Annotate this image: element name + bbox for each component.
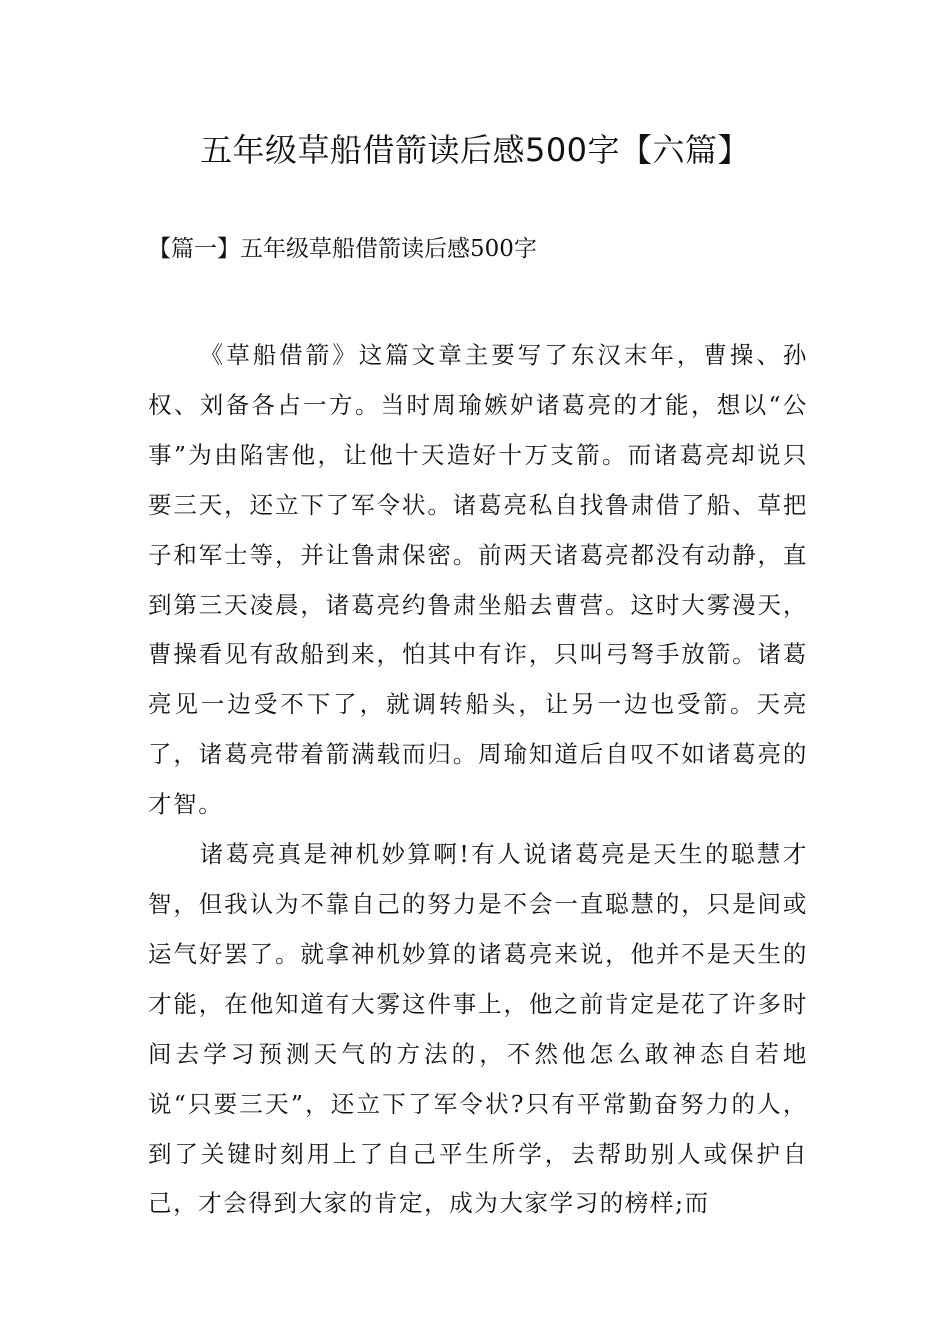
article-body bbox=[148, 331, 808, 1229]
paragraph-2: 诸葛亮真是神机妙算啊!有人说诸葛亮是天生的聪慧才智，但我认为不靠自己的努力是不会一直聪慧的，只是间或运气好罢了。就拿神机妙算的诸葛亮来说，他并不是天生的才能，在他知道有大雾这件事上，他之前肯定是花了许多时间去学习预测天气的方法的，不然他怎么敢神态自若地说“只要三天”，还立下了军令状?只有平常勤奋努力的人，到了关键时刻用上了自己平生所学，去帮助别人或保护自己，才会得到大家的肯定，成为大家学习的榜样;而 bbox=[148, 840, 808, 1218]
paragraph-1: 《草船借箭》这篇文章主要写了东汉末年，曹操、孙权、刘备各占一方。当时周瑜嫉妒诸葛亮的才能，想以“公事”为由陷害他，让他十天造好十万支箭。而诸葛亮却说只要三天，还立下了军令状。诸葛亮私自找鲁肃借了船、草把子和军士等，并让鲁肃保密。前两天诸葛亮都没有动静，直到第三天凌晨，诸葛亮约鲁肃坐船去曹营。这时大雾漫天，曹操看见有敌船到来，怕其中有诈，只叫弓弩手放箭。诸葛亮见一边受不下了，就调转船头，让另一边也受箭。天亮了，诸葛亮带着箭满载而归。周瑜知道后自叹不如诸葛亮的才智。 bbox=[148, 341, 808, 819]
document-title: 五年级草船借箭读后感500字【六篇】 bbox=[199, 131, 751, 169]
section-heading: 【篇一】五年级草船借箭读后感500字 bbox=[148, 236, 537, 262]
